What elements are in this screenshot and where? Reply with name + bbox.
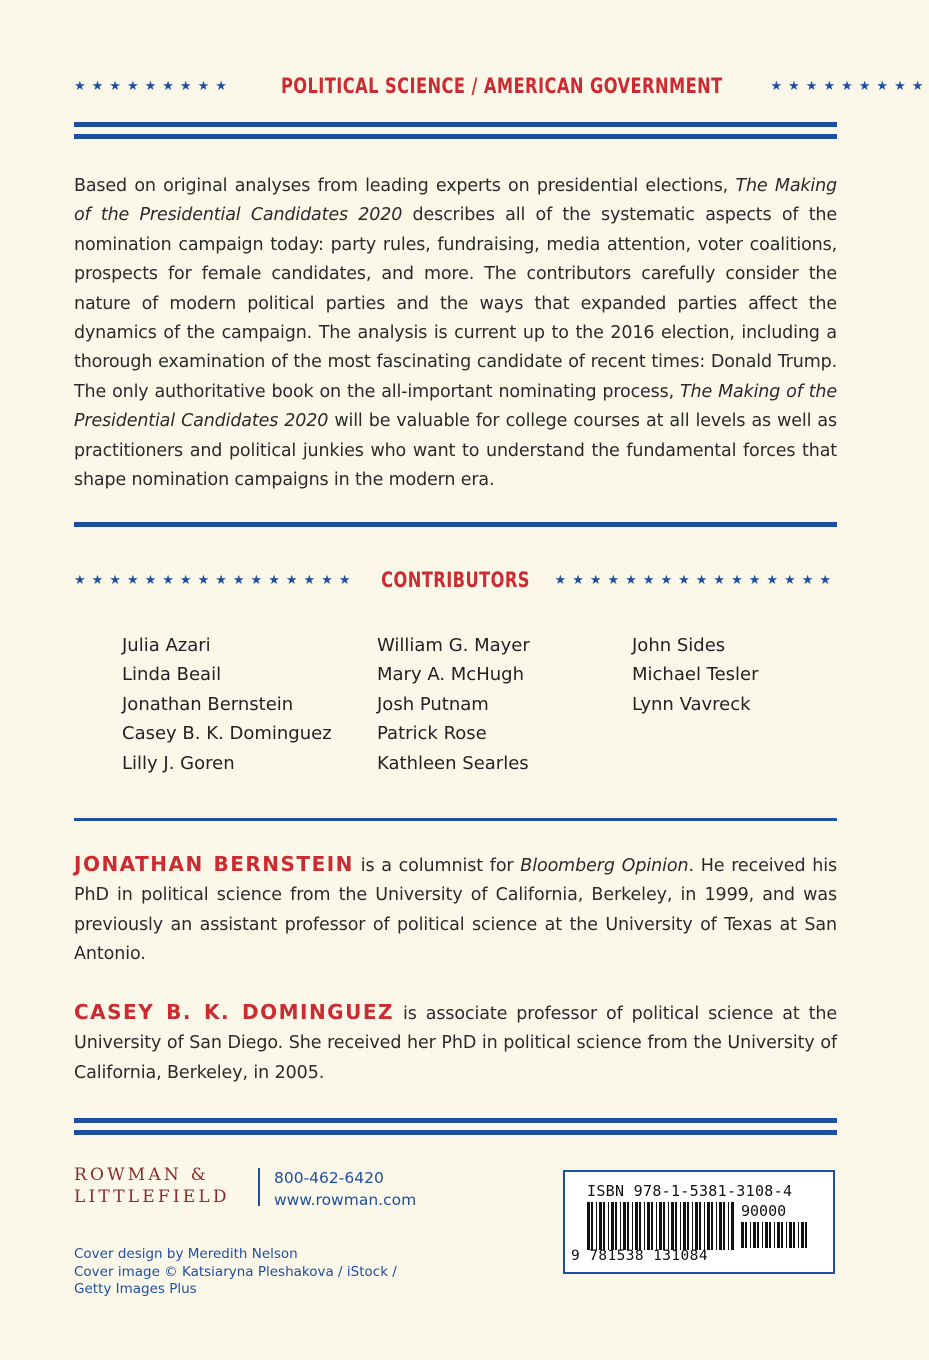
stars-right-decoration: ★★★★★★★★★ (770, 78, 929, 94)
book-title-italic: The Making of the Presidential Candidates 2020 (74, 176, 837, 226)
stars-left-decoration: ★★★★★★★★★★★★★★★★ (74, 572, 357, 588)
bio-bernstein: JONATHAN BERNSTEIN is a columnist for Bloomberg Opinion. He received his PhD in political science from the University of California, Berkeley, in 1999, and was previously an assistant professor of political science at the University of Texas at San Antonio. (74, 852, 838, 965)
header-rule-top (74, 122, 837, 127)
description-rule (74, 522, 837, 527)
contributor-name: Kathleen Searles (377, 752, 529, 774)
publication-italic: Bloomberg Opinion (520, 856, 689, 876)
contributors-column-2 (377, 631, 530, 778)
contributors-band (74, 567, 837, 593)
contributor-name: Casey B. K. Dominguez (122, 723, 332, 745)
publisher-logo: ROWMAN & LITTLEFIELD (74, 1165, 230, 1207)
book-title-italic: The Making of the Presidential Candidates 2020 (74, 381, 837, 432)
bio-name: CASEY B. K. DOMINGUEZ (74, 1000, 395, 1024)
cover-credits: Cover design by Meredith Nelson Cover image © Katsiaryna Pleshakova / iStock / Getty Images Plus (74, 1246, 397, 1297)
book-description: Based on original analyses from leading experts on presidential elections, The Making of the Presidential Candidates 2020 describes all of the systematic aspects of the nomination campaign today: party rules, fundraising, media attention, voter coalitions, prospects for female candidates, and more. The contributors carefully consider the nature of modern political parties and the ways that expanded parties affect the dynamics of the campaign. The analysis is current up to the 2016 election, including a thorough examination of the most fascinating candidate of recent times: Donald Trump. The only authoritative book on the all-important nominating process, The Making of the Presidential Candidates 2020 will be valuable for college courses at all levels as well as practitioners and political junkies who want to understand the fundamental forces that shape nomination campaigns in the modern era. (74, 176, 837, 491)
contributors-column-3 (632, 631, 759, 719)
price-code: 90000 (741, 1202, 787, 1220)
footer-rule-bottom (74, 1130, 837, 1135)
contributors-heading: CONTRIBUTORS (381, 568, 530, 592)
stars-left-decoration: ★★★★★★★★★ (74, 78, 233, 94)
price-barcode-bars-icon (741, 1222, 811, 1248)
barcode-bars-icon (587, 1202, 737, 1250)
publisher-phone: 800-462-6420 (274, 1169, 384, 1187)
stars-right-decoration: ★★★★★★★★★★★★★★★★ (554, 572, 838, 588)
contributor-name: Julia Azari (122, 635, 211, 656)
contributor-name: Michael Tesler (632, 664, 759, 686)
contributor-name: Mary A. McHugh (377, 664, 524, 686)
contributor-name: Lynn Vavreck (632, 693, 751, 715)
footer-rule-top (74, 1118, 837, 1123)
contributor-name: Lilly J. Goren (122, 752, 235, 774)
contributor-name: Josh Putnam (377, 693, 489, 715)
contributor-name: Linda Beail (122, 664, 222, 686)
category-title: POLITICAL SCIENCE / AMERICAN GOVERNMENT (280, 74, 723, 98)
isbn-barcode-box (563, 1170, 835, 1274)
contributor-name: Jonathan Bernstein (122, 693, 294, 715)
category-band (74, 73, 929, 99)
contributor-name: Patrick Rose (377, 723, 487, 745)
contributors-column-1 (122, 631, 332, 778)
contributors-rule (74, 818, 837, 821)
bio-name: JONATHAN BERNSTEIN (74, 852, 354, 876)
publisher-website: www.rowman.com (274, 1191, 417, 1209)
contributor-name: John Sides (632, 635, 726, 656)
barcode-digits: 9 781538 131084 (571, 1248, 708, 1264)
publisher-contact (274, 1167, 416, 1211)
contributor-name: William G. Mayer (377, 635, 530, 656)
header-rule-bottom (74, 134, 837, 139)
isbn-text: ISBN 978-1-5381-3108-4 (587, 1182, 793, 1200)
bio-dominguez: CASEY B. K. DOMINGUEZ is associate professor of political science at the University of San Diego. She received her PhD in political science from the University of California, Berkeley, in 2005. (74, 1000, 837, 1083)
publisher-divider (258, 1168, 260, 1206)
